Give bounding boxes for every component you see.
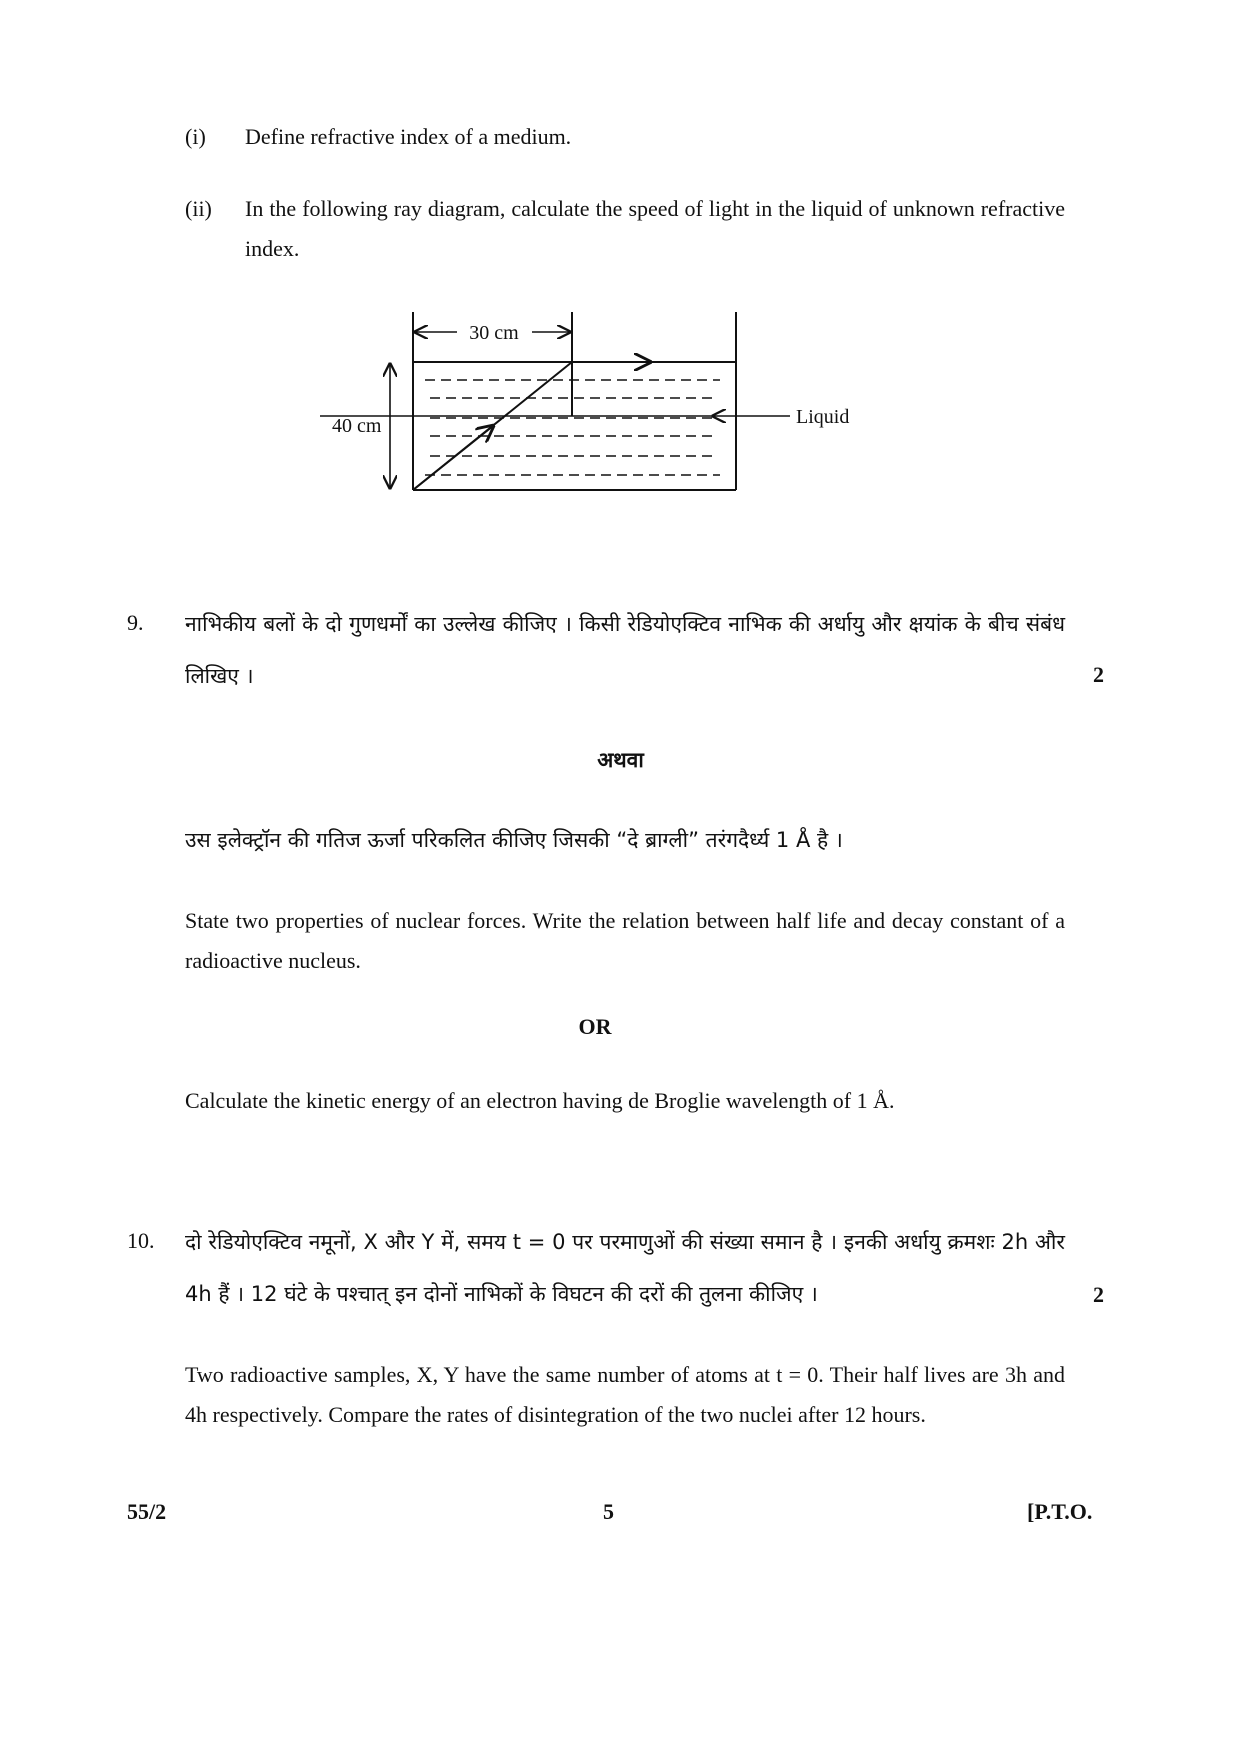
depth-label: 40 cm	[332, 415, 382, 437]
q9-or-hindi: अथवा	[597, 748, 644, 772]
q10-number: 10.	[127, 1228, 155, 1253]
liquid-label: Liquid	[796, 406, 850, 428]
q9-hindi-or-text: उस इलेक्ट्रॉन की गतिज ऊर्जा परिकलित कीजिए जिसकी “दे ब्राग्ली” तरंगदैर्ध्य 1 Å है ।	[185, 828, 843, 852]
q8-ii-number: (ii)	[185, 196, 212, 221]
q8-i-text: Define refractive index of a medium.	[245, 124, 572, 149]
q9-or-english: OR	[578, 1014, 612, 1039]
width-label: 30 cm	[469, 322, 519, 344]
footer-paper-code: 55/2	[127, 1499, 167, 1524]
q8-i-number: (i)	[185, 124, 206, 149]
ray-diagram	[320, 300, 880, 510]
q9-english-text: State two properties of nuclear forces. Write the relation between half life and decay constant of a radioactive nucleus.	[185, 908, 1065, 973]
footer-pto: [P.T.O.	[1027, 1499, 1093, 1524]
q9-english-or-text: Calculate the kinetic energy of an electron having de Broglie wavelength of 1 Å.	[185, 1088, 895, 1113]
footer-page-number: 5	[603, 1499, 614, 1524]
q9-marks: 2	[1093, 662, 1104, 687]
q10-marks: 2	[1093, 1282, 1104, 1307]
q10-english-text: Two radioactive samples, X, Y have the same number of atoms at t = 0. Their half lives are 3h and 4h respectively. Compare the rates of disintegration of the two nuclei after 12 hours.	[185, 1362, 1065, 1427]
q8-ii-text: In the following ray diagram, calculate the speed of light in the liquid of unknown refractive index.	[245, 196, 1065, 261]
q10-hindi-text: दो रेडियोएक्टिव नमूनों, X और Y में, समय t = 0 पर परमाणुओं की संख्या समान है । इनकी अर्धायु क्रमशः 2h और 4h हैं । 12 घंटे के पश्चात् इन दोनों नाभिकों के विघटन की दरों की तुलना कीजिए ।	[185, 1230, 1065, 1306]
q9-hindi-text: नाभिकीय बलों के दो गुणधर्मों का उल्लेख कीजिए । किसी रेडियोएक्टिव नाभिक की अर्धायु और क्षयांक के बीच संबंध लिखिए ।	[185, 612, 1065, 688]
q9-number: 9.	[127, 610, 144, 635]
